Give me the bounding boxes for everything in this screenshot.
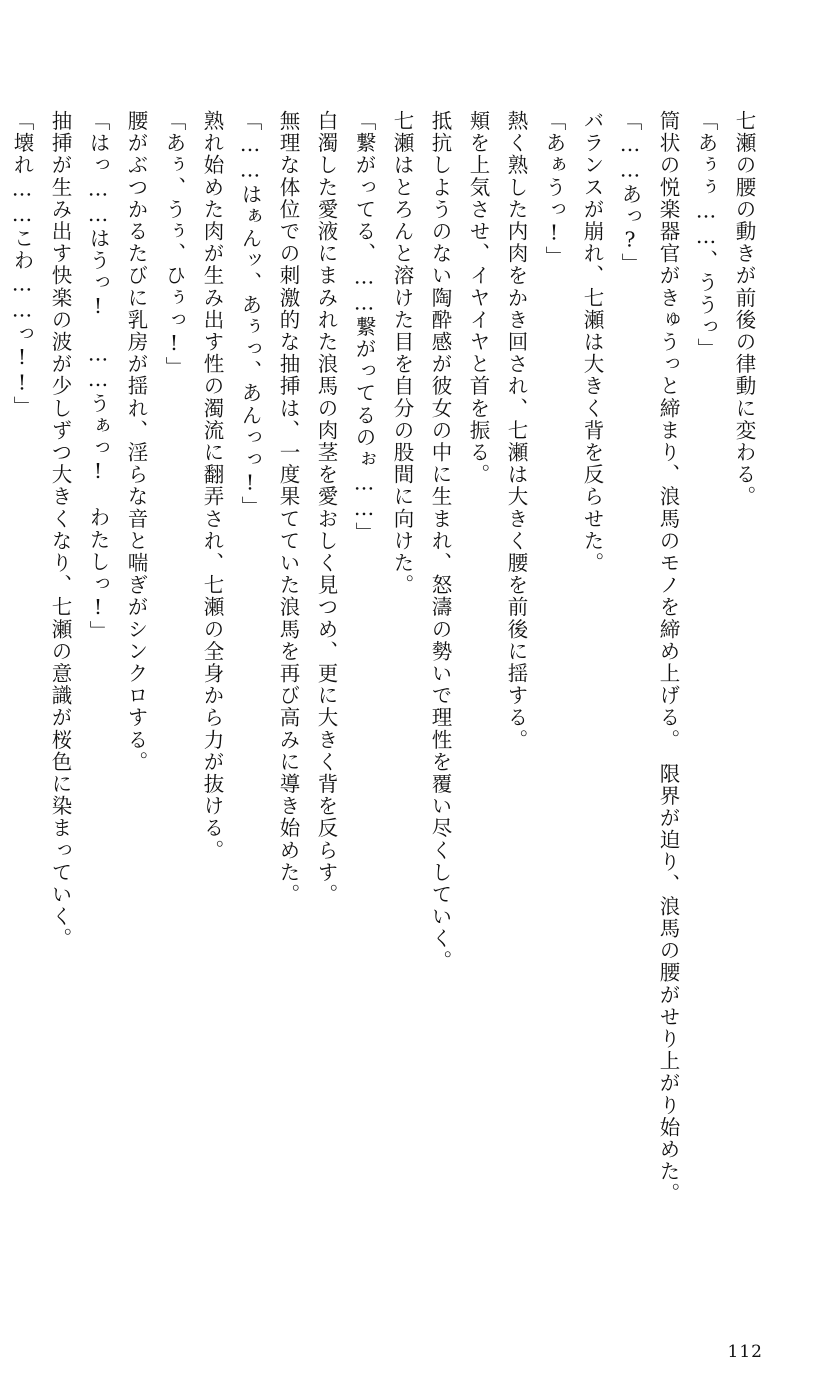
paragraph: 熟れ始めた肉が生み出す性の濁流に翻弄され、七瀬の全身から力が抜ける。 [200, 110, 224, 862]
paragraph: 「はっ……はうっ! ……うぁっ! わたしっ!」 [86, 110, 110, 643]
paragraph: 筒状の悦楽器官がきゅうっと締まり、浪馬のモノを締め上げる。 限界が迫り、浪馬の腰がせり上がり始めた。 [656, 110, 680, 1205]
paragraph: 熱く熟した内肉をかき回され、七瀬は大きく腰を前後に揺する。 [504, 110, 528, 751]
paragraph: 抽挿が生み出す快楽の波が少しずつ大きくなり、七瀬の意識が桜色に染まっていく。 [48, 110, 72, 950]
page-number: 112 [727, 1342, 763, 1362]
paragraph: 「……はぁんッ、あぅっ、あんっっ!」 [238, 110, 262, 519]
paragraph: 無理な体位での刺激的な抽挿は、一度果てていた浪馬を再び高みに導き始めた。 [276, 110, 300, 906]
paragraph: 腰がぶつかるたびに乳房が揺れ、淫らな音と喘ぎがシンクロする。 [124, 110, 148, 773]
paragraph: 「あぅ、うぅ、ひぅっ!」 [162, 110, 186, 379]
paragraph: 七瀬はとろんと溶けた目を自分の股間に向けた。 [390, 110, 414, 597]
paragraph: 七瀬の腰の動きが前後の律動に変わる。 [732, 110, 756, 508]
paragraph: 「あぁうっ!」 [542, 110, 566, 269]
paragraph: 抵抗しようのない陶酔感が彼女の中に生まれ、怒濤の勢いで理性を覆い尽くしていく。 [428, 110, 452, 972]
paragraph: 「壊れ……こわ……っ!!」 [10, 110, 34, 419]
paragraph: 「繋がってる、……繋がってるのぉ……」 [352, 110, 376, 544]
paragraph: 頬を上気させ、イヤイヤと首を振る。 [466, 110, 490, 486]
vertical-text-body [10, 110, 763, 1270]
paragraph: 「あぅぅ……、ううっ」 [694, 110, 718, 361]
paragraph: 白濁した愛液にまみれた浪馬の肉茎を愛おしく見つめ、更に大きく背を反らす。 [314, 110, 338, 906]
paragraph: バランスが崩れ、七瀬は大きく背を反らせた。 [580, 110, 604, 575]
paragraph: 「……あっ?」 [618, 110, 642, 276]
